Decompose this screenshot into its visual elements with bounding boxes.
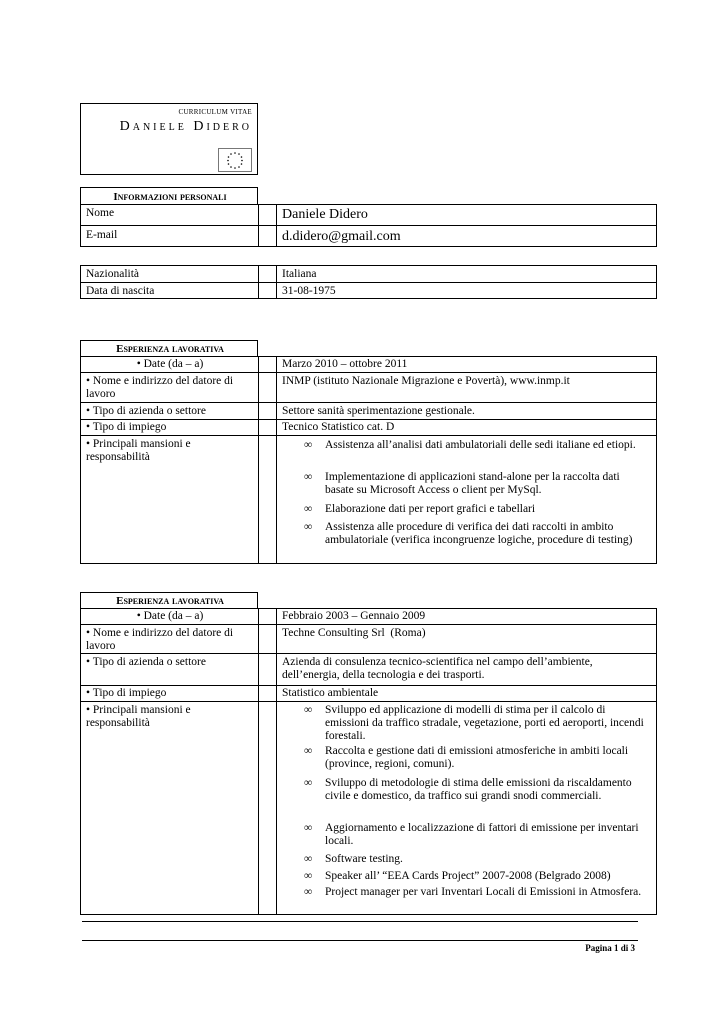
cv-name: Daniele Didero bbox=[119, 119, 252, 134]
bullet-icon: ∞ bbox=[304, 886, 313, 898]
exp1-duties-label: • Principali mansioni e responsabilità bbox=[86, 438, 191, 463]
exp1-employer-label: • Nome e indirizzo del datore di lavoro bbox=[86, 375, 234, 400]
page-number: Pagina 1 di 3 bbox=[585, 943, 635, 953]
exp1-job-label: • Tipo di impiego bbox=[86, 421, 167, 433]
nationality-value: Italiana bbox=[282, 268, 317, 280]
exp2-dates: Febbraio 2003 – Gennaio 2009 bbox=[282, 610, 426, 622]
exp2-dates-label: • Date (da – a) bbox=[136, 610, 204, 622]
exp1-sector-label: • Tipo di azienda o settore bbox=[86, 405, 206, 417]
exp1-section-title: Esperienza lavorativa bbox=[116, 343, 224, 355]
footer-rule-top bbox=[82, 921, 638, 922]
bullet-icon: ∞ bbox=[304, 745, 313, 757]
exp2-job-label: • Tipo di impiego bbox=[86, 687, 167, 699]
exp1-dates: Marzo 2010 – ottobre 2011 bbox=[282, 358, 408, 370]
exp2-employer-label: • Nome e indirizzo del datore di lavoro bbox=[86, 627, 234, 652]
exp2-sector: Azienda di consulenza tecnico-scientifica nel campo dell’ambiente, dell’energia, della tecnologia e dei trasporti. bbox=[282, 656, 593, 681]
cv-label: CURRICULUM VITAE bbox=[178, 108, 252, 116]
email-label: E-mail bbox=[86, 229, 118, 241]
name-value: Daniele Didero bbox=[282, 207, 368, 222]
nationality-label: Nazionalità bbox=[86, 268, 140, 280]
exp2-sector-label: • Tipo di azienda o settore bbox=[86, 656, 206, 668]
exp1-job: Tecnico Statistico cat. D bbox=[282, 421, 395, 433]
bullet-icon: ∞ bbox=[304, 471, 313, 483]
bullet-icon: ∞ bbox=[304, 777, 313, 789]
exp2-employer: Techne Consulting Srl (Roma) bbox=[282, 627, 426, 639]
bullet-icon: ∞ bbox=[304, 704, 313, 716]
exp1-sector: Settore sanità sperimentazione gestionale. bbox=[282, 405, 475, 417]
bullet-icon: ∞ bbox=[304, 503, 313, 515]
exp1-employer: INMP (istituto Nazionale Migrazione e Povertà), www.inmp.it bbox=[282, 375, 570, 387]
bullet-icon: ∞ bbox=[304, 853, 313, 865]
footer-rule bbox=[82, 940, 638, 941]
bullet-icon: ∞ bbox=[304, 870, 313, 882]
birthdate-value: 31-08-1975 bbox=[282, 285, 336, 297]
bullet-icon: ∞ bbox=[304, 521, 313, 533]
bullet-icon: ∞ bbox=[304, 822, 313, 834]
cv-header-box bbox=[80, 103, 258, 175]
exp2-job: Statistico ambientale bbox=[282, 687, 379, 699]
name-label: Nome bbox=[86, 207, 115, 219]
exp2-duties-label: • Principali mansioni e responsabilità bbox=[86, 704, 191, 729]
exp1-dates-label: • Date (da – a) bbox=[136, 358, 204, 370]
eu-flag-icon bbox=[218, 148, 252, 172]
exp2-section-title: Esperienza lavorativa bbox=[116, 595, 224, 607]
personal-section-title: Informazioni personali bbox=[113, 191, 227, 203]
birthdate-label: Data di nascita bbox=[86, 285, 155, 297]
bullet-icon: ∞ bbox=[304, 439, 313, 451]
email-value: d.didero@gmail.com bbox=[282, 229, 401, 244]
